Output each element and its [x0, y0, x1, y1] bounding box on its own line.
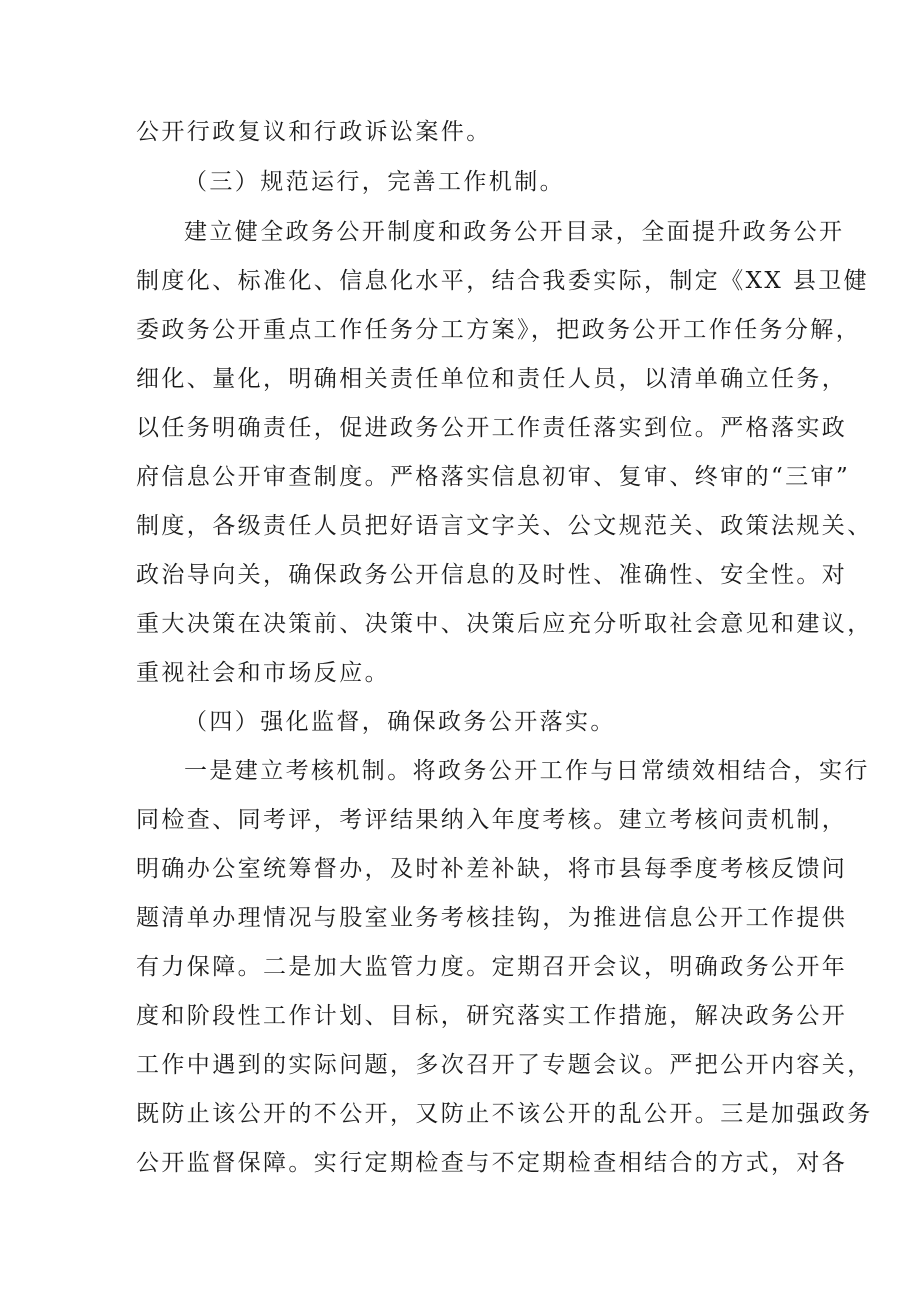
section-heading-4: （四）强化监督，确保政务公开落实。	[184, 709, 616, 735]
text-line-20: 工作中遇到的实际问题，多次召开了专题会议。严把公开内容关，	[136, 1052, 873, 1078]
text-line-5: 委政务公开重点工作任务分工方案》，把政务公开工作任务分解，	[136, 317, 862, 343]
text-line-22: 公开监督保障。实行定期检查与不定期检查相结合的方式，对各	[136, 1150, 848, 1176]
text-line-21: 既防止该公开的不公开，又防止不该公开的乱公开。三是加强政务	[136, 1101, 873, 1127]
text-line-9: 制度，各级责任人员把好语言文字关、公文规范关、政策法规关、	[136, 513, 873, 539]
text-line-18: 有力保障。二是加大监管力度。定期召开会议，明确政务公开年	[136, 954, 848, 980]
text-line-14: 一是建立考核机制。将政务公开工作与日常绩效相结合，实行	[184, 758, 870, 784]
text-line-3: 建立健全政务公开制度和政务公开目录，全面提升政务公开	[184, 219, 845, 245]
text-line-10: 政治导向关，确保政务公开信息的及时性、准确性、安全性。对	[136, 562, 848, 588]
text-line-11: 重大决策在决策前、决策中、决策后应充分听取社会意见和建议，	[136, 611, 873, 637]
text-line-19: 度和阶段性工作计划、目标，研究落实工作措施，解决政务公开	[136, 1003, 848, 1029]
text-line-8: 府信息公开审查制度。严格落实信息初审、复审、终审的“三审”	[136, 464, 851, 490]
text-line-15: 同检查、同考评，考评结果纳入年度考核。建立考核问责机制，	[136, 807, 848, 833]
text-line-12: 重视社会和市场反应。	[136, 660, 390, 686]
section-heading-3: （三）规范运行，完善工作机制。	[184, 169, 565, 195]
text-line-6: 细化、量化，明确相关责任单位和责任人员，以清单确立任务，	[136, 366, 848, 392]
text-line-4: 制度化、标准化、信息化水平，结合我委实际，制定《XX 县卫健	[136, 268, 870, 294]
text-line-16: 明确办公室统筹督办，及时补差补缺，将市县每季度考核反馈问	[136, 856, 848, 882]
text-line-17: 题清单办理情况与股室业务考核挂钩，为推进信息公开工作提供	[136, 905, 848, 931]
text-line-7: 以任务明确责任，促进政务公开工作责任落实到位。严格落实政	[136, 415, 848, 441]
text-line-1: 公开行政复议和行政诉讼案件。	[136, 119, 492, 145]
